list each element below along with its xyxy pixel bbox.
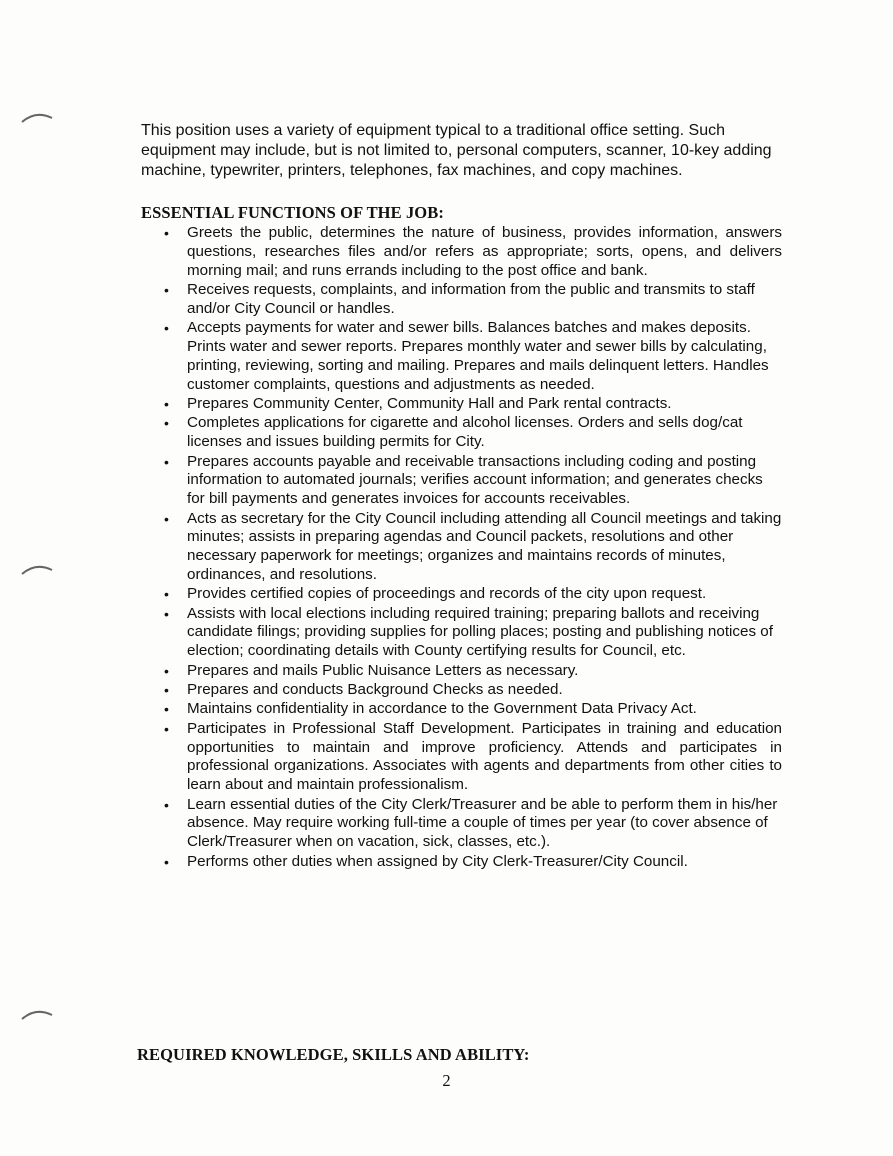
list-item-text: Participates in Professional Staff Development. Participates in training and education opportunities to maintain and improve proficiency. Attends and participates in professional organizations. Associates with agents and departments from other cities to learn about and maintain professionalism.	[187, 719, 782, 794]
punch-hole-mark-middle	[18, 560, 58, 580]
bullet-icon: •	[164, 415, 169, 432]
essential-functions-heading: ESSENTIAL FUNCTIONS OF THE JOB:	[141, 203, 444, 222]
required-knowledge-heading: REQUIRED KNOWLEDGE, SKILLS AND ABILITY:	[137, 1045, 530, 1064]
bullet-icon: •	[164, 453, 169, 470]
list-item	[160, 585, 782, 604]
list-item-text: Prepares Community Center, Community Hall and Park rental contracts.	[187, 394, 672, 412]
list-item	[160, 662, 782, 681]
page-number: 2	[442, 1071, 451, 1090]
list-item-text: Prepares and mails Public Nuisance Letters as necessary.	[187, 661, 579, 679]
bullet-icon: •	[164, 586, 169, 603]
bullet-icon: •	[164, 395, 169, 412]
list-item	[160, 395, 782, 414]
list-item	[160, 453, 782, 509]
intro-paragraph: This position uses a variety of equipment typical to a traditional office setting. Such equipment may include, but is not limited to, personal computers, scanner, 10-key adding machine, typewriter, printers, telephones, fax machines, and copy machines.	[141, 122, 772, 179]
list-item-text: Receives requests, complaints, and information from the public and transmits to staff and/or City Council or handles.	[187, 280, 755, 317]
essential-functions-list	[160, 224, 782, 872]
list-item	[160, 319, 782, 394]
list-item-text: Assists with local elections including required training; preparing ballots and receiving candidate filings; providing supplies for polling places; posting and publishing notices of election; coordinating details with County certifying results for Council, etc.	[187, 604, 773, 660]
punch-hole-mark-bottom	[18, 1005, 58, 1025]
list-item	[160, 414, 782, 452]
list-item	[160, 700, 782, 719]
list-item	[160, 720, 782, 795]
list-item-text: Accepts payments for water and sewer bills. Balances batches and makes deposits. Prints water and sewer reports. Prepares monthly water and sewer bills by calculating, printing, reviewing, sorting and mailing. Prepares and mails delinquent letters. Handles customer complaints, questions and adjustments as needed.	[187, 319, 769, 393]
list-item	[160, 853, 782, 872]
bullet-icon: •	[164, 662, 169, 679]
bullet-icon: •	[164, 225, 169, 241]
list-item-text: Greets the public, determines the nature of business, provides information, answers questions, researches files and/or refers as appropriate; sorts, opens, and delivers morning mail; and runs errands including to the post office and bank.	[187, 224, 782, 279]
list-item-text: Provides certified copies of proceedings and records of the city upon request.	[187, 585, 707, 603]
punch-hole-mark-top	[18, 108, 58, 128]
list-item	[160, 510, 782, 585]
bullet-icon: •	[164, 796, 169, 813]
list-item	[160, 281, 782, 319]
list-item	[160, 681, 782, 700]
list-item-text: Acts as secretary for the City Council including attending all Council meetings and taking minutes; assists in preparing agendas and Council packets, resolutions and other necessary paperwork for meetings; organizes and maintains records of minutes, ordinances, and resolutions.	[187, 509, 782, 583]
bullet-icon: •	[164, 701, 169, 718]
list-item-text: Completes applications for cigarette and alcohol licenses. Orders and sells dog/cat licenses and issues building permits for City.	[187, 414, 743, 451]
bullet-icon: •	[164, 605, 169, 622]
bullet-icon: •	[164, 853, 169, 870]
bullet-icon: •	[164, 281, 169, 298]
bullet-icon: •	[164, 682, 169, 699]
list-item	[160, 224, 782, 280]
list-item	[160, 605, 782, 661]
bullet-icon: •	[164, 320, 169, 337]
list-item-text: Learn essential duties of the City Clerk/Treasurer and be able to perform them in his/her absence. May require working full-time a couple of times per year (to cover absence of Clerk/Treasurer when on vacation, sick, classes, etc.).	[187, 795, 778, 851]
list-item	[160, 796, 782, 852]
list-item-text: Prepares accounts payable and receivable transactions including coding and posting information to automated journals; verifies account information; and generates checks for bill payments and generates invoices for accounts receivables.	[187, 452, 763, 508]
bullet-icon: •	[164, 510, 169, 527]
list-item-text: Prepares and conducts Background Checks as needed.	[187, 681, 563, 699]
list-item-text: Maintains confidentiality in accordance to the Government Data Privacy Act.	[187, 700, 697, 718]
list-item-text: Performs other duties when assigned by City Clerk-Treasurer/City Council.	[187, 852, 688, 870]
bullet-icon: •	[164, 720, 169, 737]
